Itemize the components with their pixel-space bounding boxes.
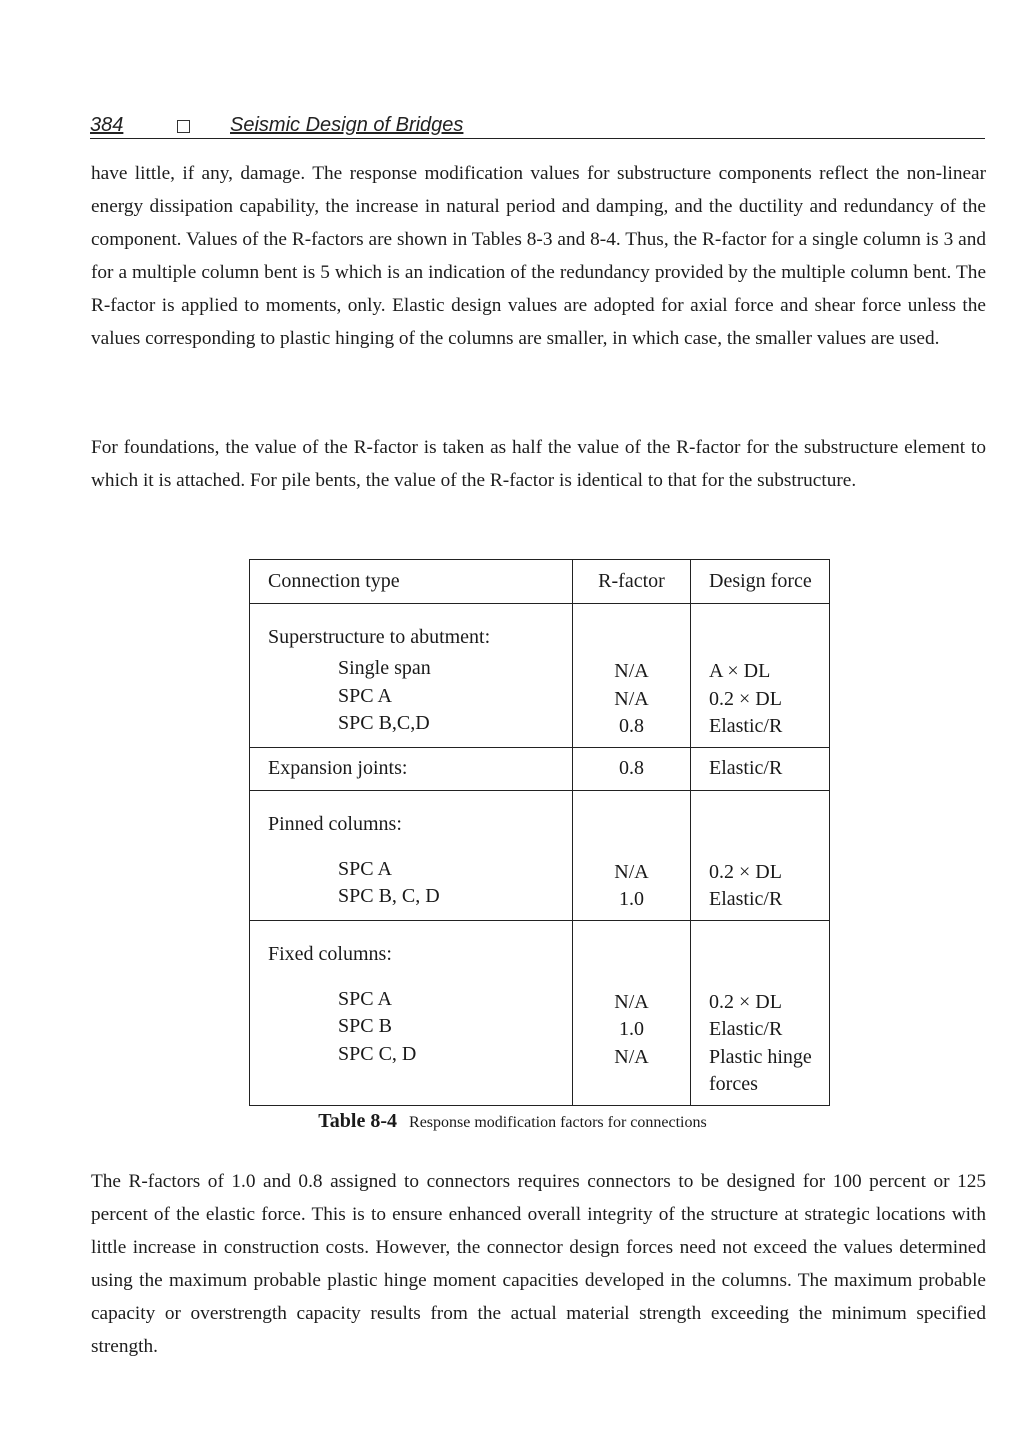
design-force-value: Elastic/R <box>709 888 783 910</box>
table-group-row <box>250 747 830 790</box>
column-header: Connection type <box>250 560 573 604</box>
table-group-row <box>250 920 830 1105</box>
page-number: 384 <box>90 114 124 136</box>
connection-type: SPC B <box>338 1015 392 1037</box>
r-factor-value: N/A <box>614 1045 649 1068</box>
r-factor-table <box>249 559 830 1106</box>
r-factor-value: N/A <box>614 990 649 1013</box>
design-force-value: forces <box>709 1073 758 1095</box>
r-factor-value: N/A <box>614 660 649 682</box>
design-force-value: Elastic/R <box>709 756 783 779</box>
column-header: R-factor <box>573 560 691 604</box>
running-title: Seismic Design of Bridges <box>230 114 464 136</box>
connection-type: SPC C, D <box>338 1042 417 1065</box>
group-label: Superstructure to abutment: <box>268 626 491 648</box>
design-force-value: 0.2 × DL <box>709 687 782 710</box>
table-caption-label: Table 8-4 <box>318 1110 398 1132</box>
running-header <box>90 112 985 139</box>
connection-type: SPC B,C,D <box>338 712 430 734</box>
group-label: Fixed columns: <box>268 942 392 965</box>
r-factor-value: N/A <box>614 687 649 710</box>
connection-type: Single span <box>338 657 431 679</box>
design-force-value: Elastic/R <box>709 1018 783 1040</box>
group-label: Pinned columns: <box>268 812 402 835</box>
r-factor-value: 1.0 <box>619 1018 644 1040</box>
r-factor-value: N/A <box>614 860 649 883</box>
design-force-value: 0.2 × DL <box>709 860 782 883</box>
r-factor-value: 0.8 <box>619 715 644 737</box>
column-header: Design force <box>691 560 830 604</box>
connection-type: SPC B, C, D <box>338 885 440 907</box>
design-force-value: 0.2 × DL <box>709 990 782 1013</box>
table-header-row <box>250 560 830 604</box>
design-force-value: Plastic hinge <box>709 1045 812 1068</box>
design-force-value: Elastic/R <box>709 715 783 737</box>
connection-type: SPC A <box>338 987 392 1010</box>
table-caption-text: Response modification factors for connections <box>409 1114 707 1131</box>
design-force-value: A × DL <box>709 660 771 682</box>
table-caption <box>0 1110 1025 1133</box>
table-group-row <box>250 604 830 748</box>
connection-type: SPC A <box>338 857 392 880</box>
square-bullet-icon <box>177 120 190 133</box>
r-factor-value: 1.0 <box>619 888 644 910</box>
paragraph: have little, if any, damage. The response modification values for substructure components reflect the non-linear energy dissipation capability, the increase in natural period and damping, and the ductility and redundancy of the component. Values of the R-factors are shown in Tables 8-3 and 8-4. Thus, the R-factor for a single column is 3 and for a multiple column bent is 5 which is an indication of the redundancy provided by the multiple column bent. The R-factor is applied to moments, only. Elastic design values are adopted for axial force and shear force unless the values corresponding to plastic hinging of the columns are smaller, in which case, the smaller values are used. <box>91 163 986 349</box>
paragraph: The R-factors of 1.0 and 0.8 assigned to connectors requires connectors to be designed for 100 percent or 125 percent of the elastic force. This is to ensure enhanced overall integrity of the structure at strategic locations with little increase in construction costs. However, the connector design forces need not exceed the values determined using the maximum probable plastic hinge moment capacities developed in the columns. The maximum probable capacity or overstrength capacity results from the actual material strength exceeding the minimum specified strength. <box>91 1171 986 1357</box>
paragraph: For foundations, the value of the R-factor is taken as half the value of the R-factor for the substructure element to which it is attached. For pile bents, the value of the R-factor is identical to that for the substructure. <box>91 437 986 491</box>
r-factor-value: 0.8 <box>619 756 644 779</box>
group-label: Expansion joints: <box>268 756 408 779</box>
connection-type: SPC A <box>338 684 392 707</box>
table-group-row <box>250 790 830 920</box>
